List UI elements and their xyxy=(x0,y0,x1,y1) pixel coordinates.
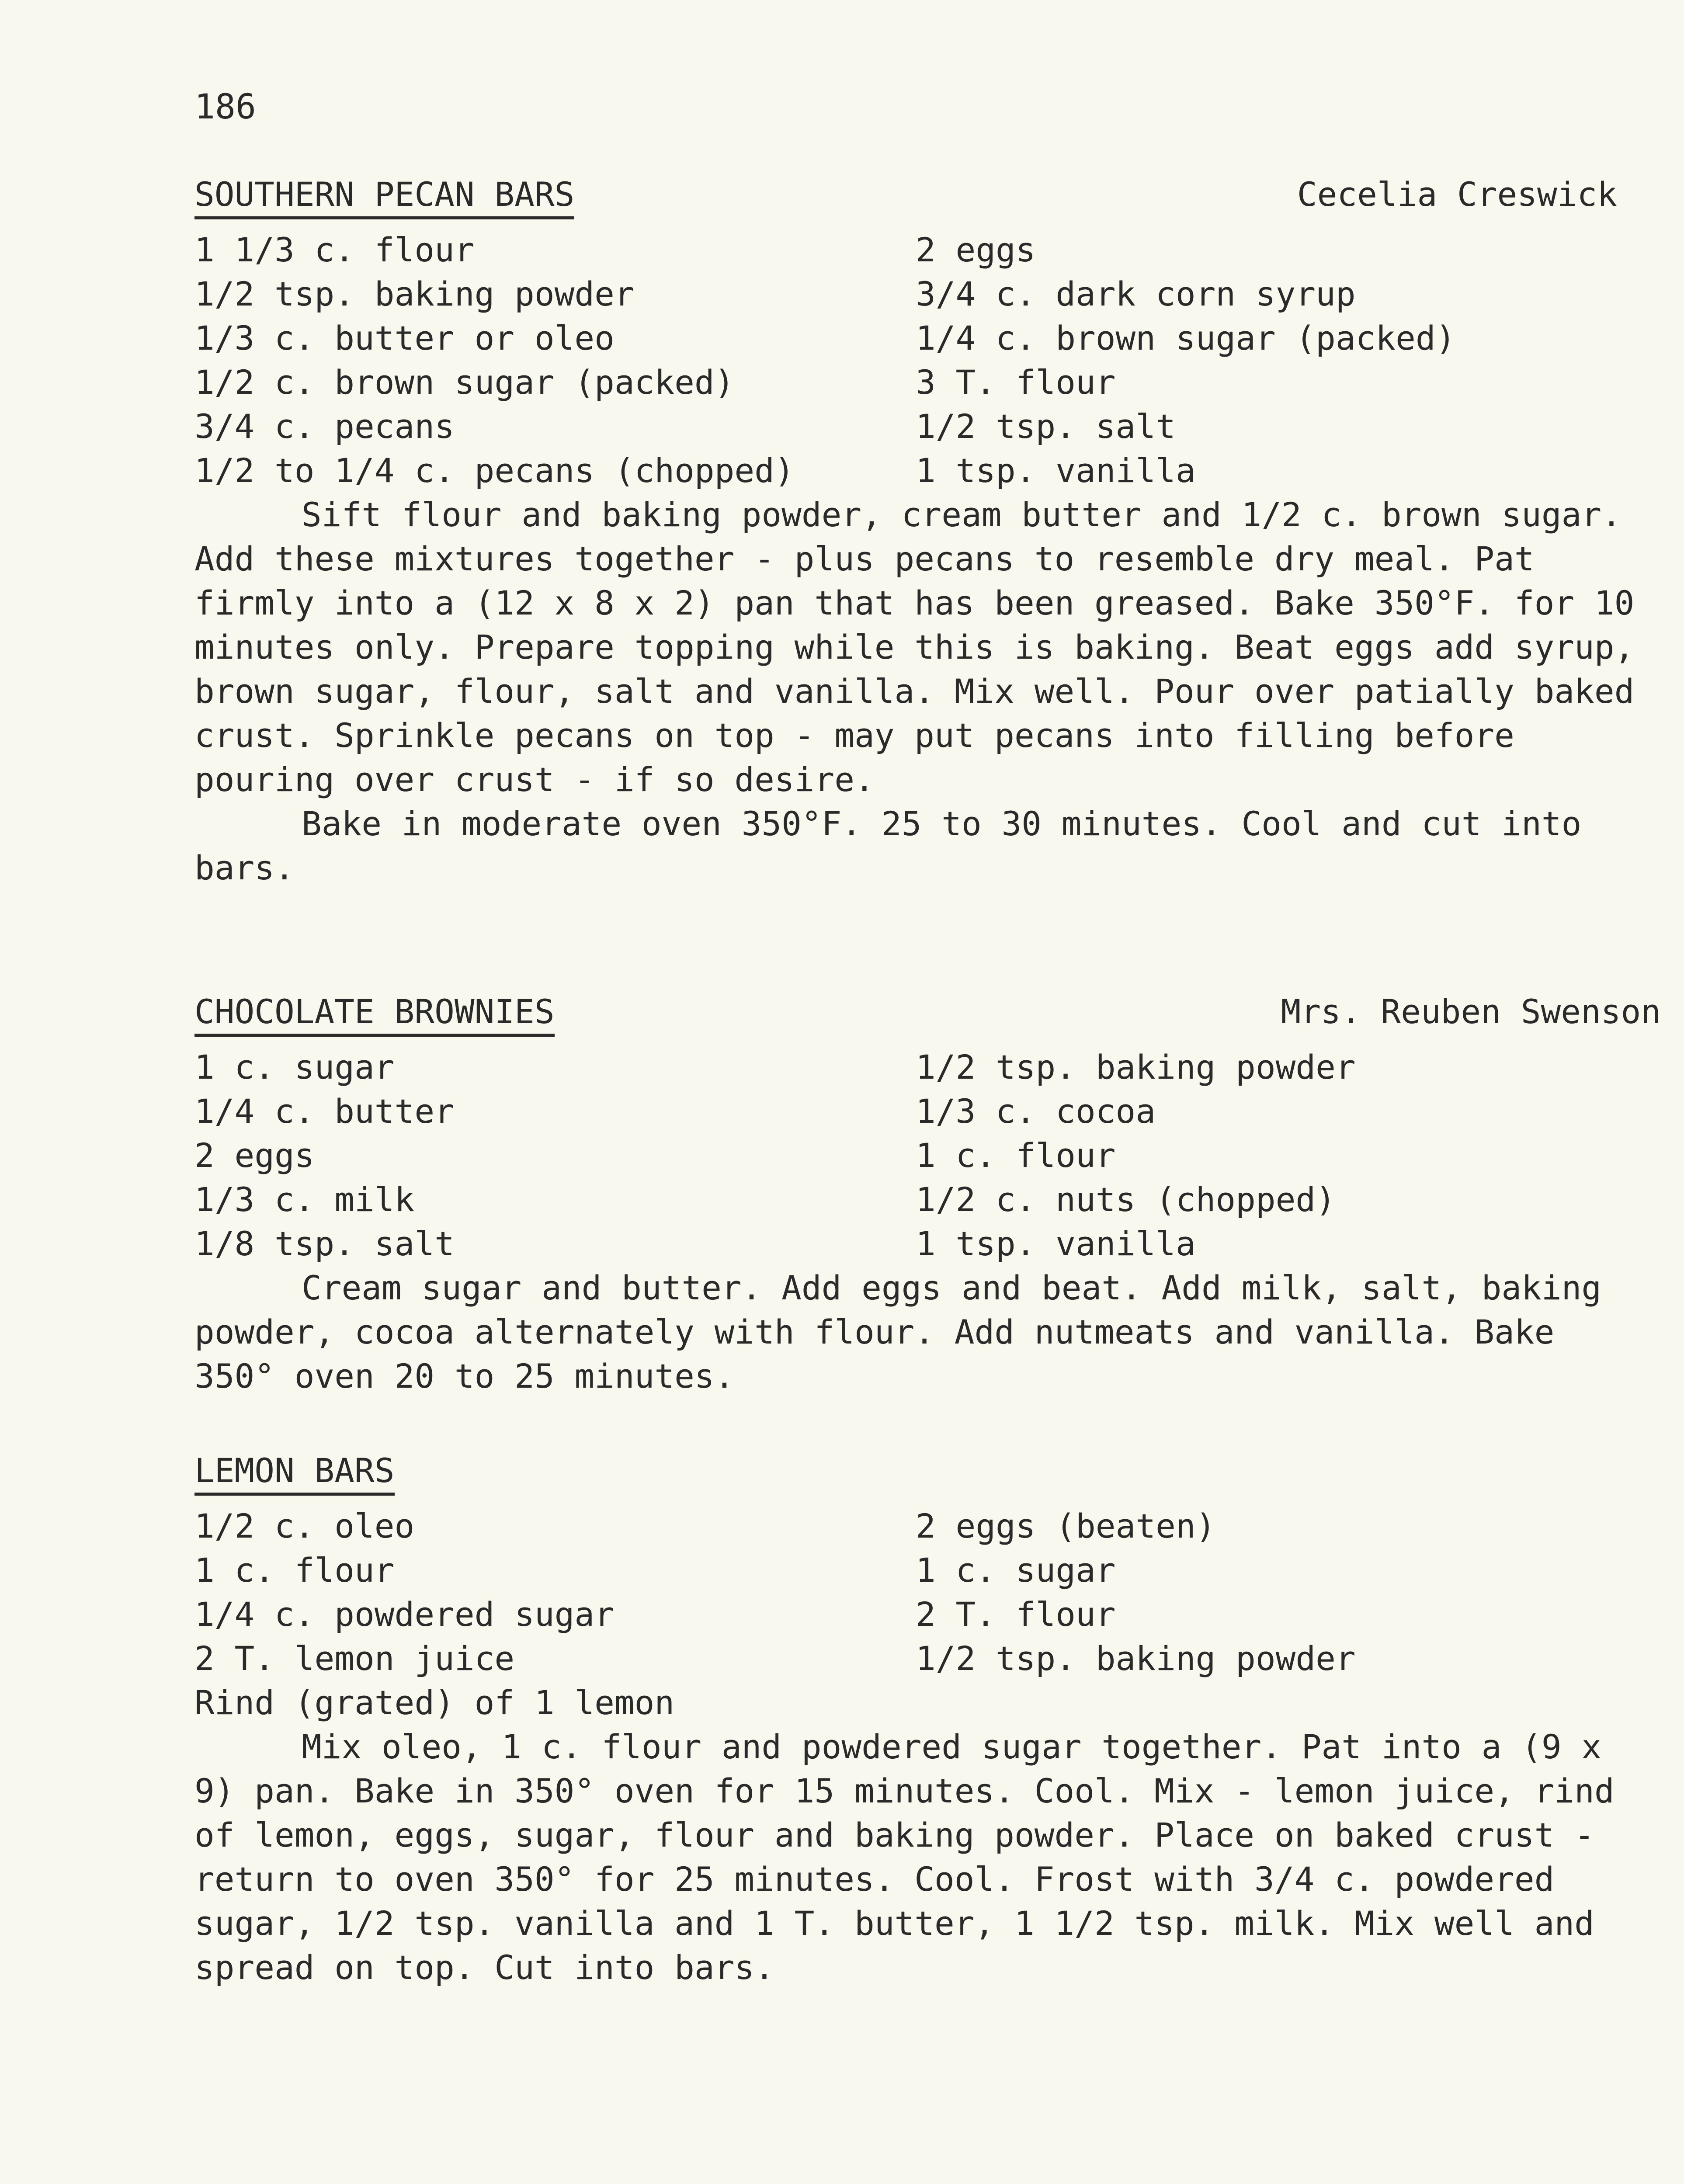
ingredient-item: 1/3 c. milk xyxy=(194,1180,415,1219)
ingredient-item: 1 c. flour xyxy=(916,1136,1116,1175)
ingredient-item: 1/3 c. cocoa xyxy=(916,1092,1156,1131)
ingredient-item: 2 T. lemon juice xyxy=(194,1639,515,1678)
recipe-author: Mrs. Reuben Swenson xyxy=(1281,992,1661,1031)
ingredient-item: 1 c. sugar xyxy=(916,1551,1116,1590)
recipe-directions: Sift flour and baking powder, cream butter and 1/2 c. brown sugar. Add these mixtures together - plus pecans to resemble dry meal. Pat firmly into a (12 x 8 x 2) pan that has been greased. Bake 350°F. for 10 minutes only. Prepare topping while this is baking. Beat eggs add syrup, brown sugar, flour, salt and vanilla. Mix well. Pour over patially baked crust. Sprinkle pecans on top - may put pecans into filling before pouring over crust - if so desire. xyxy=(194,495,1635,799)
ingredient-column-left xyxy=(194,228,916,493)
recipe-southern-pecan-bars xyxy=(194,173,1641,890)
ingredient-item: 1/2 c. nuts (chopped) xyxy=(916,1180,1336,1219)
page-number: 186 xyxy=(194,87,256,127)
ingredient-item: 1/8 tsp. salt xyxy=(194,1224,455,1263)
ingredient-item: 1/2 to 1/4 c. pecans (chopped) xyxy=(194,451,795,490)
recipe-title: SOUTHERN PECAN BARS xyxy=(194,173,574,219)
ingredient-item: 1/3 c. butter or oleo xyxy=(194,319,615,358)
ingredient-column-right xyxy=(916,1504,1641,1725)
ingredient-item: 1 c. flour xyxy=(194,1551,395,1590)
recipe-header xyxy=(194,173,1641,220)
recipe-header xyxy=(194,1449,1641,1496)
recipe-title: LEMON BARS xyxy=(194,1449,395,1496)
ingredient-item: 1/2 c. brown sugar (packed) xyxy=(194,363,735,402)
ingredient-column-left xyxy=(194,1504,916,1725)
recipe-title: CHOCOLATE BROWNIES xyxy=(194,990,555,1037)
ingredient-item: 1/2 c. oleo xyxy=(194,1507,415,1545)
ingredient-item: 1/2 tsp. baking powder xyxy=(916,1639,1356,1678)
ingredient-item: 1 tsp. vanilla xyxy=(916,451,1196,490)
ingredient-item: 1/2 tsp. salt xyxy=(916,407,1176,446)
ingredient-item: 3/4 c. dark corn syrup xyxy=(916,274,1356,313)
ingredient-item: 1/4 c. butter xyxy=(194,1092,455,1131)
ingredient-item: 1/4 c. powdered sugar xyxy=(194,1595,615,1634)
ingredient-item: 2 T. flour xyxy=(916,1595,1116,1634)
ingredient-item: 1/2 tsp. baking powder xyxy=(916,1048,1356,1087)
recipe-directions: Mix oleo, 1 c. flour and powdered sugar together. Pat into a (9 x 9) pan. Bake in 350° oven for 15 minutes. Cool. Mix - lemon juice, rind of lemon, eggs, sugar, flour and baking powder. Place on baked crust - return to oven 350° for 25 minutes. Cool. Frost with 3/4 c. powdered sugar, 1/2 tsp. vanilla and 1 T. butter, 1 1/2 tsp. milk. Mix well and spread on top. Cut into bars. xyxy=(194,1727,1615,1987)
ingredient-list xyxy=(194,1045,1641,1266)
recipe-chocolate-brownies xyxy=(194,990,1661,1398)
ingredient-item: 1 tsp. vanilla xyxy=(916,1224,1196,1263)
ingredient-column-left xyxy=(194,1045,916,1266)
ingredient-list xyxy=(194,1504,1641,1725)
ingredient-column-right xyxy=(916,228,1641,493)
recipe-directions: Bake in moderate oven 350°F. 25 to 30 minutes. Cool and cut into bars. xyxy=(194,804,1582,887)
ingredient-item: 3/4 c. pecans xyxy=(194,407,455,446)
ingredient-column-right xyxy=(916,1045,1641,1266)
ingredient-item: Rind (grated) of 1 lemon xyxy=(194,1683,675,1722)
ingredient-item: 2 eggs xyxy=(194,1136,315,1175)
ingredient-item: 1/2 tsp. baking powder xyxy=(194,274,635,313)
recipe-lemon-bars xyxy=(194,1449,1641,1990)
ingredient-item: 2 eggs xyxy=(916,230,1036,269)
recipe-header xyxy=(194,990,1661,1037)
ingredient-item: 1/4 c. brown sugar (packed) xyxy=(916,319,1456,358)
recipe-directions: Cream sugar and butter. Add eggs and beat. Add milk, salt, baking powder, cocoa alternately with flour. Add nutmeats and vanilla. Bake 350° oven 20 to 25 minutes. xyxy=(194,1268,1602,1396)
ingredient-item: 1 c. sugar xyxy=(194,1048,395,1087)
ingredient-item: 3 T. flour xyxy=(916,363,1116,402)
ingredient-item: 1 1/3 c. flour xyxy=(194,230,475,269)
ingredient-item: 2 eggs (beaten) xyxy=(916,1507,1216,1545)
ingredient-list xyxy=(194,228,1641,493)
recipe-author: Cecelia Creswick xyxy=(1297,175,1617,214)
